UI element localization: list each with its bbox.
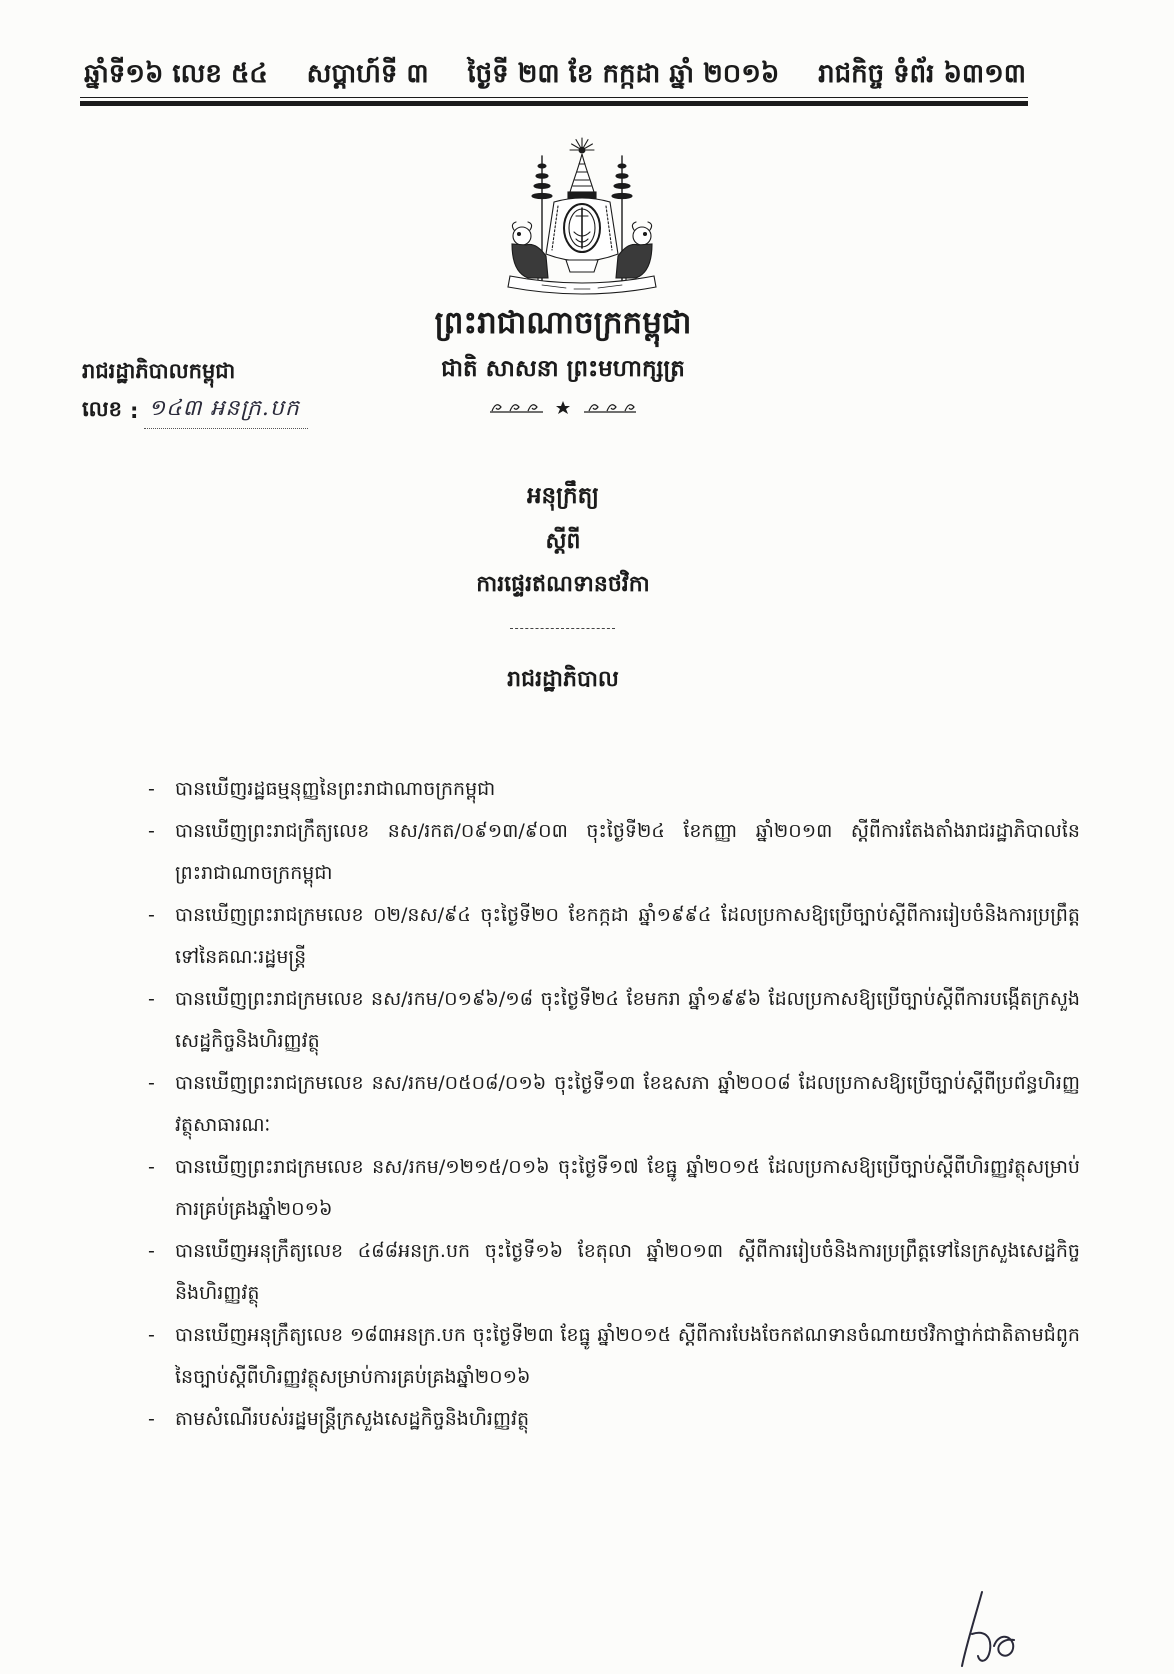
- document-on-label: ស្តីពី: [545, 529, 581, 554]
- document-number-row: [82, 392, 308, 430]
- gazette-week: សប្តាហ៍ទី ៣: [306, 59, 429, 89]
- list-item: [148, 1314, 1080, 1398]
- header-rule-thin: [80, 97, 1028, 98]
- list-item: [148, 1230, 1080, 1314]
- list-item-text: បានឃើញព្រះរាជក្រមលេខ នស/រកម/១២១៥/០១៦ ចុះថ្ងៃទី១៧ ខែធ្នូ ឆ្នាំ២០១៥ ដែលប្រកាសឱ្យប្រើច្បាប់ស្តីពីហិរញ្ញវត្ថុសម្រាប់ការគ្រប់គ្រងឆ្នាំ២០១៦: [175, 1156, 1080, 1220]
- list-bullet: -: [148, 820, 155, 842]
- list-item-text: បានឃើញព្រះរាជក្រមលេខ នស/រកម/០៥០៨/០១៦ ចុះថ្ងៃទី១៣ ខែឧសភា ឆ្នាំ២០០៨ ដែលប្រកាសឱ្យប្រើច្បាប់ស្តីពីប្រព័ន្ធហិរញ្ញវត្ថុសាធារណៈ: [175, 1072, 1080, 1136]
- gazette-header: [84, 54, 1026, 94]
- list-item: [148, 810, 1080, 894]
- list-item-text: តាមសំណើរបស់រដ្ឋមន្ត្រីក្រសួងសេដ្ឋកិច្ចនិងហិរញ្ញវត្ថុ: [175, 1408, 530, 1430]
- list-item: [148, 894, 1080, 978]
- list-bullet: -: [148, 904, 155, 926]
- issuing-authority: រាជរដ្ឋាភិបាល: [507, 667, 619, 692]
- gazette-date: ថ្ងៃទី ២៣ ខែ កក្កដា ឆ្នាំ ២០១៦: [467, 59, 780, 89]
- list-bullet: -: [148, 1408, 155, 1430]
- document-number-label: លេខ: [82, 396, 122, 421]
- royal-arms-of-cambodia-icon: [482, 136, 682, 301]
- list-item-text: បានឃើញអនុក្រឹត្យលេខ ៤៨៨អនក្រ.បក ចុះថ្ងៃទី១៦ ខែតុលា ឆ្នាំ២០១៣ ស្តីពីការរៀបចំនិងការប្រព្រឹត្តទៅនៃក្រសួងសេដ្ឋកិច្ចនិងហិរញ្ញវត្ថុ: [175, 1240, 1080, 1304]
- list-item-text: បានឃើញព្រះរាជក្រមលេខ ០២/នស/៩៤ ចុះថ្ងៃទី២០ ខែកក្កដា ឆ្នាំ១៩៩៤ ដែលប្រកាសឱ្យប្រើច្បាប់ស្តីពីការរៀបចំនិងការប្រព្រឹត្តទៅនៃគណៈរដ្ឋមន្ត្រី: [175, 904, 1080, 968]
- list-item: [148, 978, 1080, 1062]
- list-item: [148, 768, 1080, 810]
- list-item-text: បានឃើញព្រះរាជក្រឹត្យលេខ នស/រកត/០៩១៣/៩០៣ ចុះថ្ងៃទី២៤ ខែកញ្ញា ឆ្នាំ២០១៣ ស្តីពីការតែងតាំងរាជរដ្ឋាភិបាលនៃព្រះរាជាណាចក្រកម្ពុជា: [175, 820, 1080, 884]
- gazette-year-number: ឆ្នាំទី១៦ លេខ ៥៤: [84, 59, 268, 89]
- list-bullet: -: [148, 1156, 155, 1178]
- list-item-text: បានឃើញអនុក្រឹត្យលេខ ១៨៣អនក្រ.បក ចុះថ្ងៃទី២៣ ខែធ្នូ ឆ្នាំ២០១៥ ស្តីពីការបែងចែកឥណទានចំណាយថវិកាថ្នាក់ជាតិតាមជំពូកនៃច្បាប់ស្តីពីហិរញ្ញវត្ថុសម្រាប់ការគ្រប់គ្រងឆ្នាំ២០១៦: [175, 1324, 1080, 1388]
- title-divider: [510, 628, 615, 629]
- list-item-text: បានឃើញព្រះរាជក្រមលេខ នស/រកម/០១៩៦/១៨ ចុះថ្ងៃទី២៤ ខែមករា ឆ្នាំ១៩៩៦ ដែលប្រកាសឱ្យប្រើច្បាប់ស្តីពីការបង្កើតក្រសួងសេដ្ឋកិច្ចនិងហិរញ្ញវត្ថុ: [175, 988, 1080, 1052]
- kingdom-name: ព្រះរាជាណាចក្រកម្ពុជា: [434, 305, 692, 341]
- list-bullet: -: [148, 1240, 155, 1262]
- list-item-text: បានឃើញរដ្ឋធម្មនុញ្ញនៃព្រះរាជាណាចក្រកម្ពុជា: [175, 778, 496, 800]
- national-motto: ជាតិ សាសនា ព្រះមហាក្សត្រ: [441, 356, 685, 382]
- handwritten-initial-icon: [952, 1588, 1027, 1670]
- list-item: [148, 1062, 1080, 1146]
- list-bullet: -: [148, 1072, 155, 1094]
- list-bullet: -: [148, 1324, 155, 1346]
- document-number-separator: :: [130, 399, 139, 423]
- list-item: [148, 1146, 1080, 1230]
- list-bullet: -: [148, 988, 155, 1010]
- document-number-handwritten: ១៤៣ អនក្រ.បក: [144, 394, 307, 429]
- list-item: [148, 1398, 1080, 1440]
- document-subject: ការផ្ទេរឥណទានថវិកា: [476, 572, 650, 597]
- header-rule-thick: [80, 101, 1028, 106]
- khmer-ornament-icon: [488, 399, 638, 415]
- document-type: អនុក្រឹត្យ: [526, 483, 600, 509]
- gazette-page: រាជកិច្ច ទំព័រ ៦៣១៣: [818, 59, 1026, 89]
- preamble-list: [148, 768, 1080, 1440]
- issuer-name: រាជរដ្ឋាភិបាលកម្ពុជា: [82, 359, 236, 383]
- list-bullet: -: [148, 778, 155, 800]
